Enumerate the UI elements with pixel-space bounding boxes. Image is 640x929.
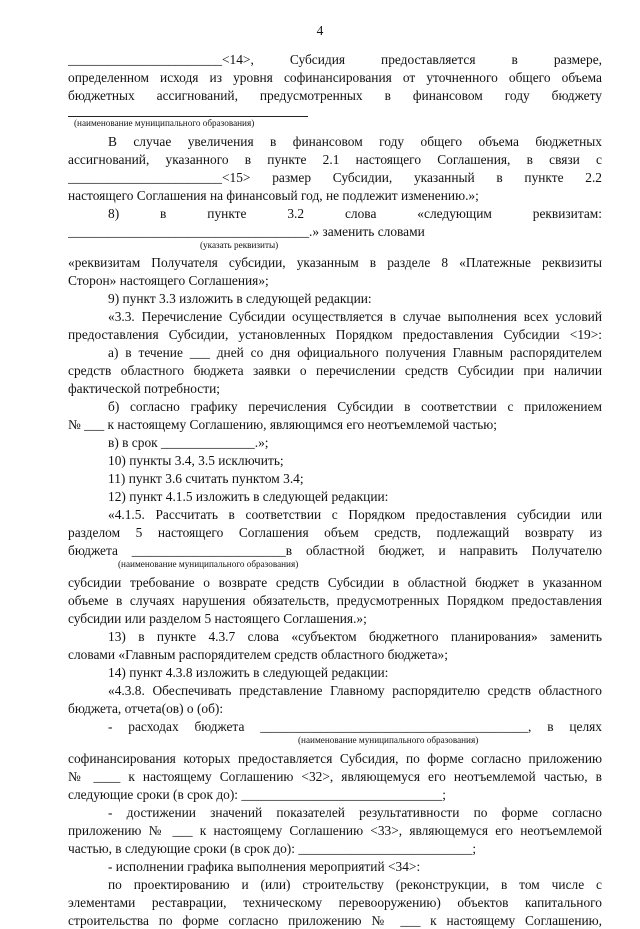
field-caption: (указать реквизиты) xyxy=(200,240,279,250)
text-line: бюджетных ассигнований, предусмотренных в финансовом году бюджету xyxy=(68,88,602,103)
field-caption: (наименование муниципального образования) xyxy=(74,118,255,128)
text-line: а) в течение ___ дней со дня официального получения Главным распорядителем xyxy=(108,345,602,360)
text-line: определенном исходя из уровня софинансирования от уточненного общего объема xyxy=(68,70,602,85)
text-line: фактической потребности; xyxy=(68,381,220,396)
text-line: 9) пункт 3.3 изложить в следующей редакции: xyxy=(108,291,372,306)
text-line: 10) пункты 3.4, 3.5 исключить; xyxy=(108,453,284,468)
text-line: № ___ к настоящему Соглашению, являющимся его неотъемлемой частью; xyxy=(68,417,497,432)
text-line: _______________________<15> размер Субсидии, указанный в пункте 2.2 xyxy=(68,170,602,185)
text-line: бюджета _______________________в областной бюджет, и направить Получателю xyxy=(68,543,602,558)
text-line: приложению № ___ к настоящему Соглашению <33>, являющемуся его неотъемлемой xyxy=(68,823,602,838)
text-line: софинансирования которых предоставляется Субсидия, по форме согласно приложению xyxy=(68,751,602,766)
field-caption: (наименование муниципального образования) xyxy=(118,559,299,569)
text-line: предоставления Субсидии, установленных Порядком предоставления Субсидии <19>: xyxy=(68,327,602,342)
text-line: 8) в пункте 3.2 слова «следующим реквизитам: xyxy=(108,206,602,221)
text-line: № ____ к настоящему Соглашению <32>, являющемуся его неотъемлемой частью, в xyxy=(68,769,602,784)
text-line: _______________________<14>, Субсидия предоставляется в размере, xyxy=(68,52,602,67)
text-line: «4.1.5. Рассчитать в соответствии с Порядком предоставления субсидии или xyxy=(108,507,602,522)
text-line: объеме в случаях нарушения обязательств, предусмотренных Порядком предоставления xyxy=(68,593,602,608)
fill-in-line xyxy=(68,116,308,117)
text-line: субсидии или разделом 5 настоящего Соглашения.»; xyxy=(68,611,367,626)
text-line: средств областного бюджета заявки о перечислении средств Субсидии при наличии xyxy=(68,363,602,378)
text-line: В случае увеличения в финансовом году общего объема бюджетных xyxy=(108,134,602,149)
text-line: Сторон» настоящего Соглашения»; xyxy=(68,273,269,288)
page-number: 4 xyxy=(316,23,324,38)
text-line: элементами реставрации, техническому перевооружению) объектов капитального xyxy=(68,895,602,910)
text-line: ассигнований, указанного в пункте 2.1 настоящего Соглашения, в связи с xyxy=(68,152,602,167)
text-line: «4.3.8. Обеспечивать представление Главному распорядителю средств областного xyxy=(108,683,602,698)
text-line: настоящего Соглашения на финансовый год, не подлежит изменению.»; xyxy=(68,188,479,203)
text-line: - исполнении графика выполнения мероприятий <34>: xyxy=(108,859,421,874)
text-line: частью, в следующие сроки (в срок до): __________________________; xyxy=(68,841,477,856)
text-line: в) в срок ______________.»; xyxy=(108,435,269,450)
text-line: субсидии требование о возврате средств Субсидии в областной бюджет в указанном xyxy=(68,575,602,590)
text-line: - достижении значений показателей результативности по форме согласно xyxy=(108,805,602,820)
text-line: следующие сроки (в срок до): ______________________________; xyxy=(68,787,446,802)
text-line: по проектированию и (или) строительству (реконструкции, в том числе с xyxy=(108,877,602,892)
text-line: словами «Главным распорядителем средств областного бюджета»; xyxy=(68,647,448,662)
text-line: разделом 5 настоящего Соглашения объем средств, подлежащий возврату из xyxy=(68,525,602,540)
text-line: 14) пункт 4.3.8 изложить в следующей редакции: xyxy=(108,665,389,680)
text-line: 12) пункт 4.1.5 изложить в следующей редакции: xyxy=(108,489,389,504)
text-line: «реквизитам Получателя субсидии, указанным в разделе 8 «Платежные реквизиты xyxy=(68,255,602,270)
text-line: 11) пункт 3.6 считать пунктом 3.4; xyxy=(108,471,304,486)
text-line: «3.3. Перечисление Субсидии осуществляется в случае выполнения всех условий xyxy=(108,309,602,324)
text-line: строительства по форме согласно приложению № ___ к настоящему Соглашению, xyxy=(68,913,602,928)
text-line: бюджета, отчета(ов) о (об): xyxy=(68,701,224,716)
text-line: - расходах бюджета ________________________________________, в целях xyxy=(108,719,602,734)
text-line: 13) в пункте 4.3.7 слова «субъектом бюджетного планирования» заменить xyxy=(108,629,602,644)
text-line: б) согласно графику перечисления Субсидии в соответствии с приложением xyxy=(108,399,602,414)
text-line: ____________________________________.» заменить словами xyxy=(68,224,425,239)
field-caption: (наименование муниципального образования) xyxy=(298,735,479,745)
